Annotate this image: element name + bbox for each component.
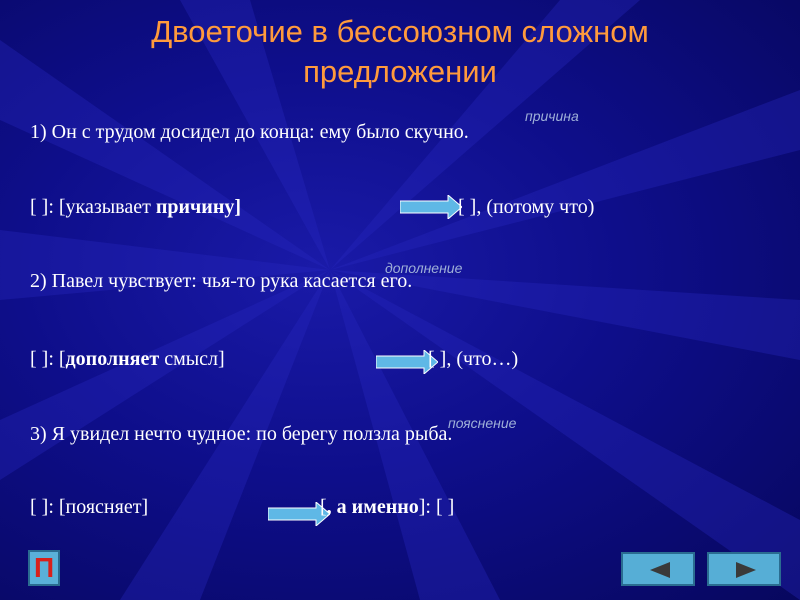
sentence-3: 3) Я увидел нечто чудное: по берегу ползла рыба. bbox=[30, 423, 453, 445]
scheme-1-bold: причину] bbox=[155, 196, 241, 218]
arrow-right-icon bbox=[400, 195, 462, 219]
scheme-1-left-text: [ ]: [указывает bbox=[30, 196, 156, 218]
scheme-3-right-text: ]: [ ] bbox=[418, 496, 455, 518]
sentence-2: 2) Павел чувствует: чья-то рука касается его. bbox=[30, 270, 413, 292]
sentence-1: 1) Он с трудом досидел до конца: ему было скучно. bbox=[30, 121, 469, 143]
page-title bbox=[0, 12, 800, 92]
scheme-3-left: [ ]: [поясняет] bbox=[30, 496, 149, 518]
triangle-left-icon bbox=[650, 562, 670, 578]
title-line-1: Двоеточие в бессоюзном сложном bbox=[151, 14, 649, 49]
note-explanation: пояснение bbox=[448, 415, 517, 431]
scheme-3-bold: , а именно bbox=[326, 496, 419, 518]
note-addition: дополнение bbox=[385, 260, 463, 276]
p-button[interactable]: П bbox=[28, 550, 60, 586]
triangle-right-icon bbox=[736, 562, 756, 578]
scheme-2-bold: дополняет bbox=[65, 348, 160, 370]
scheme-2-left-text2: смысл] bbox=[159, 348, 225, 370]
forward-button[interactable] bbox=[707, 552, 781, 586]
scheme-2-right: [ ], (что…) bbox=[428, 348, 519, 370]
scheme-2-left bbox=[30, 348, 225, 371]
scheme-1-left bbox=[30, 196, 241, 219]
scheme-3-right-pre: [ bbox=[320, 496, 327, 518]
title-line-2: предложении bbox=[303, 54, 497, 89]
scheme-2-left-text: [ ]: [ bbox=[30, 348, 66, 370]
back-button[interactable] bbox=[621, 552, 695, 586]
note-reason: причина bbox=[525, 108, 579, 124]
scheme-3-right bbox=[320, 496, 454, 519]
scheme-1-right: [ ], (потому что) bbox=[458, 196, 595, 218]
